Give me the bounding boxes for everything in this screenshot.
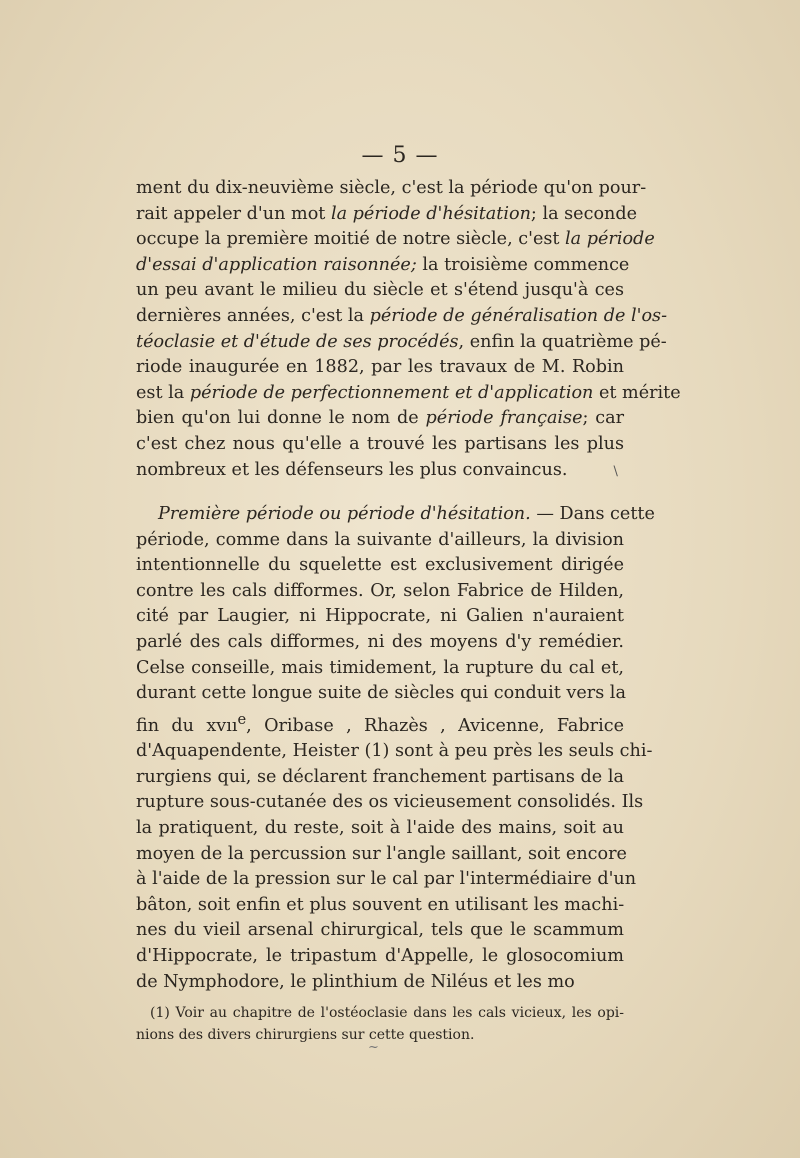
text-segment: occupe la première moitié de notre siècle, c'est — [136, 229, 566, 250]
text-segment: contre les cals difformes. Or, selon Fabrice de Hilden, — [136, 580, 624, 601]
text-segment: , enfin la quatrième pé- — [458, 331, 667, 352]
text-line — [136, 253, 630, 279]
text-segment: nombreux et les défenseurs les plus convaincus. — [136, 459, 568, 480]
text-line — [136, 893, 624, 919]
text-segment: fin du xvıı — [136, 715, 238, 736]
text-line — [136, 355, 624, 381]
italic-text: d'essai d'application raisonnée; — [136, 254, 417, 275]
text-line — [136, 765, 624, 791]
text-segment: la pratiquent, du reste, soit à l'aide des mains, soit au — [136, 817, 624, 838]
text-line — [136, 176, 647, 202]
text-segment: riode inaugurée en 1882, par les travaux de M. Robin — [136, 357, 624, 378]
text-segment: est la — [136, 382, 190, 403]
text-segment: rait appeler d'un mot — [136, 203, 331, 224]
text-line — [136, 816, 624, 842]
paragraph-1 — [136, 176, 681, 484]
italic-text: période de perfectionnement et d'application — [189, 382, 594, 403]
text-line — [136, 656, 624, 682]
text-segment: ; la seconde — [530, 203, 638, 224]
text-line — [136, 553, 624, 579]
text-line — [136, 528, 624, 554]
paragraph-2 — [136, 502, 655, 995]
text-segment: — Dans cette — [530, 504, 655, 524]
italic-text: période de généralisation de l'os- — [369, 305, 668, 326]
text-segment: de Nymphodore, le plinthium de Niléus et les mo — [136, 971, 575, 992]
text-segment: à l'aide de la pression sur le cal par l'intermédiaire d'un — [136, 869, 637, 890]
text-line — [136, 867, 637, 893]
footnote — [136, 1002, 624, 1046]
footnote-line: nions des divers chirurgiens sur cette question. — [136, 1027, 475, 1043]
text-line — [136, 630, 624, 656]
text-line — [136, 944, 624, 970]
text-segment: bien qu'on lui donne le nom de — [136, 408, 426, 429]
text-line — [136, 739, 653, 765]
text-line — [136, 381, 681, 407]
text-line — [136, 842, 627, 868]
italic-text: la période d'hésitation — [330, 203, 531, 224]
text-line — [136, 918, 624, 944]
italic-text: période française — [425, 408, 583, 429]
text-line — [136, 458, 624, 485]
text-line — [136, 707, 624, 739]
text-segment: c'est chez nous qu'elle a trouvé les partisans les plus — [136, 433, 624, 454]
text-segment: ment du dix-neuvième siècle, c'est la période qu'on pour- — [136, 178, 647, 198]
text-line — [136, 278, 624, 304]
text-segment: nes du vieil arsenal chirurgical, tels que le scammum — [136, 920, 624, 941]
text-line — [136, 502, 655, 528]
text-line — [136, 432, 624, 458]
text-segment: d'Aquapendente, Heister (1) sont à peu près les seuls chi- — [136, 741, 653, 762]
italic-text: Première période ou période d'hésitation. — [158, 504, 531, 524]
text-segment: cité par Laugier, ni Hippocrate, ni Galien n'auraient — [136, 606, 624, 627]
text-segment: ; car — [582, 408, 624, 429]
text-segment: durant cette longue suite de siècles qui conduit vers la — [136, 683, 626, 704]
footnote-line: (1) Voir au chapitre de l'ostéoclasie dans les cals vicieux, les opi- — [150, 1005, 624, 1021]
text-segment: un peu avant le milieu du siècle et s'étend jusqu'à ces — [136, 280, 624, 301]
ornament-mark: ~ — [368, 1040, 379, 1055]
page-number: — 5 — — [361, 143, 439, 168]
text-line — [136, 304, 668, 330]
text-segment: période, comme dans la suivante d'ailleurs, la division — [136, 529, 624, 550]
text-line — [136, 790, 644, 816]
text-segment: intentionnelle du squelette est exclusivement dirigée — [136, 555, 624, 576]
italic-text: téoclasie et d'étude de ses procédés — [136, 331, 459, 352]
text-segment: la troisième commence — [416, 254, 630, 275]
italic-text: la période — [565, 229, 655, 250]
text-segment: bâton, soit enfin et plus souvent en utilisant les machi- — [136, 894, 625, 915]
text-segment: moyen de la percussion sur l'angle saillant, soit encore — [136, 843, 627, 864]
text-segment: Celse conseille, mais timidement, la rupture du cal et, — [136, 657, 624, 678]
text-segment: rurgiens qui, se déclarent franchement partisans de la — [136, 766, 624, 787]
text-line — [136, 604, 624, 630]
margin-mark: \ — [613, 463, 618, 479]
text-segment: et mérite — [593, 382, 681, 403]
text-segment: parlé des cals difformes, ni des moyens d'y remédier. — [136, 631, 624, 652]
text-segment: d'Hippocrate, le tripastum d'Appelle, le glosocomium — [136, 945, 624, 966]
text-line — [136, 681, 624, 707]
text-segment: rupture sous-cutanée des os vicieusement consolidés. Ils — [136, 792, 644, 813]
text-line — [136, 579, 624, 605]
text-segment: e — [237, 710, 247, 728]
text-segment: , Oribase , Rhazès , Avicenne, Fabrice — [246, 715, 624, 736]
text-line — [136, 202, 638, 228]
text-line — [136, 227, 655, 253]
text-line — [136, 406, 624, 432]
text-line — [136, 970, 624, 996]
text-line — [136, 330, 667, 356]
text-segment: dernières années, c'est la — [136, 305, 370, 326]
